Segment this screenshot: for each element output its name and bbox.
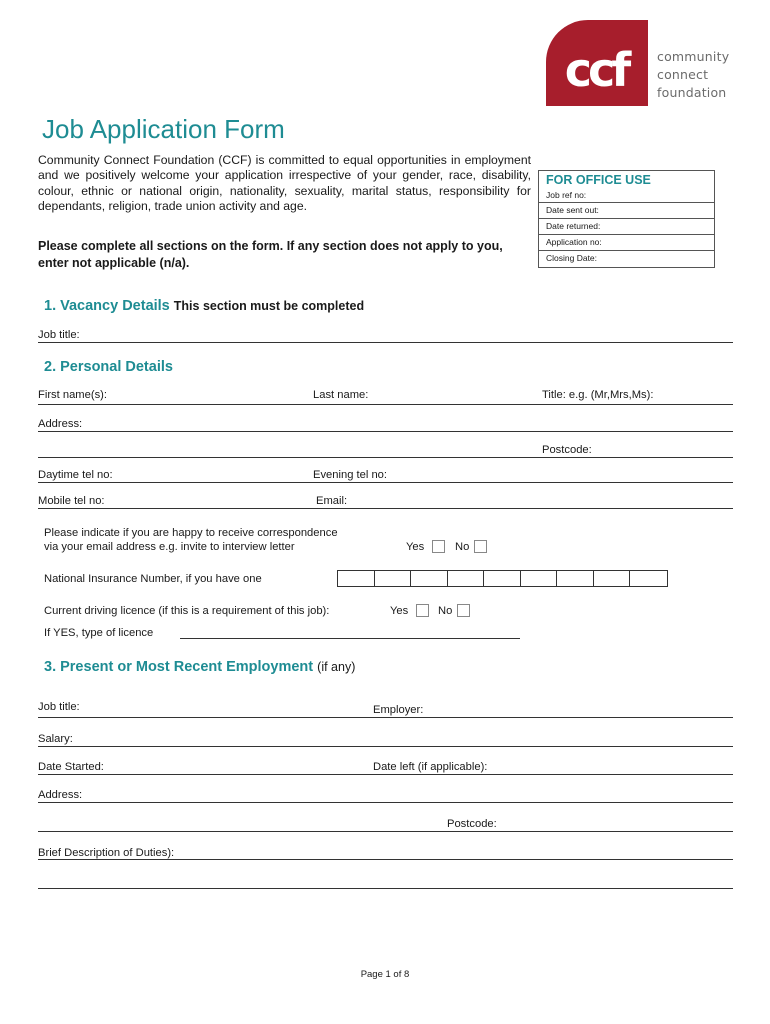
postcode-label: Postcode: (542, 444, 592, 456)
office-use-box (538, 170, 715, 268)
driving-licence-label: Current driving licence (if this is a requirement of this job): (44, 605, 330, 617)
instruction-paragraph: Please complete all sections on the form. If any section does not apply to you, enter not applicable (n/a). (38, 239, 503, 270)
licence-type-label: If YES, type of licence (44, 627, 154, 639)
office-date-returned: Date returned: (539, 219, 714, 235)
duties-field-line-2[interactable] (38, 888, 733, 889)
title-label: Title: e.g. (Mr,Mrs,Ms): (542, 389, 654, 401)
ni-number-cell[interactable] (448, 571, 485, 586)
vacancy-job-title-label: Job title: (38, 329, 80, 341)
licence-type-field[interactable] (180, 638, 520, 639)
email-consent-no-label: No (455, 541, 470, 553)
evening-tel-label: Evening tel no: (313, 469, 388, 481)
vacancy-job-title-field[interactable] (38, 342, 733, 343)
section-3-heading (44, 659, 355, 675)
ni-number-cell[interactable] (521, 571, 558, 586)
office-use-heading: FOR OFFICE USE (546, 173, 651, 187)
email-label: Email: (316, 495, 348, 507)
ni-number-cell[interactable] (375, 571, 412, 586)
email-consent-yes-label: Yes (406, 541, 425, 553)
date-left-label: Date left (if applicable): (373, 761, 488, 773)
logo-word-3: foundation (657, 85, 727, 100)
logo-word-2: connect (657, 67, 709, 82)
office-application-no: Application no: (539, 235, 714, 251)
page-title: Job Application Form (42, 114, 285, 144)
ni-number-label: National Insurance Number, if you have one (44, 573, 262, 585)
salary-field[interactable] (38, 746, 733, 747)
email-consent-yes-checkbox[interactable] (432, 540, 445, 553)
employment-address-line-1[interactable] (38, 802, 733, 803)
logo-mark-text: ccf (564, 43, 628, 97)
tel-row-field[interactable] (38, 482, 733, 483)
daytime-tel-label: Daytime tel no: (38, 469, 113, 481)
section-3-note: (if any) (317, 660, 356, 674)
section-2-heading: 2. Personal Details (44, 359, 173, 375)
licence-yes-label: Yes (390, 605, 409, 617)
employment-postcode-label: Postcode: (447, 818, 497, 830)
licence-no-checkbox[interactable] (457, 604, 470, 617)
ccf-logo-mark (546, 20, 648, 106)
address-field-line-2[interactable] (38, 457, 733, 458)
licence-no-label: No (438, 605, 453, 617)
intro-paragraph: Community Connect Foundation (CCF) is committed to equal opportunities in employment and we positively welcome your application irrespective of your gender, race, disability, colour, ethnic or national origin, nationality, sexuality, marital status, responsibility for dependants, religion, trade union activity and age. (38, 153, 531, 214)
first-name-label: First name(s): (38, 389, 107, 401)
employment-address-line-2[interactable] (38, 831, 733, 832)
salary-label: Salary: (38, 733, 73, 745)
logo-word-1: community (657, 49, 730, 64)
section-1-heading (44, 298, 364, 314)
licence-yes-checkbox[interactable] (416, 604, 429, 617)
ni-number-boxes (337, 570, 668, 587)
office-use-header (539, 171, 714, 203)
mobile-tel-label: Mobile tel no: (38, 495, 105, 507)
office-job-ref-label: Job ref no: (546, 190, 587, 200)
ccf-logo-icon (546, 20, 648, 106)
section-1-title: 1. Vacancy Details (44, 298, 170, 314)
ni-number-cell[interactable] (557, 571, 594, 586)
email-consent-text-1: Please indicate if you are happy to receive correspondence (44, 527, 338, 539)
last-name-label: Last name: (313, 389, 369, 401)
office-closing-date: Closing Date: (546, 253, 598, 263)
ni-number-cell[interactable] (630, 571, 667, 586)
employment-title-row-field[interactable] (38, 717, 733, 718)
address-field-line-1[interactable] (38, 431, 733, 432)
email-consent-no-checkbox[interactable] (474, 540, 487, 553)
date-started-label: Date Started: (38, 761, 104, 773)
email-consent-text-2: via your email address e.g. invite to interview letter (44, 541, 295, 553)
employer-label: Employer: (373, 704, 424, 716)
office-date-sent-out: Date sent out: (539, 203, 714, 219)
duties-label: Brief Description of Duties): (38, 847, 175, 859)
dates-row-field[interactable] (38, 774, 733, 775)
ni-number-cell[interactable] (594, 571, 631, 586)
ni-number-cell[interactable] (338, 571, 375, 586)
page-number: Page 1 of 8 (360, 969, 410, 980)
address-label: Address: (38, 418, 83, 430)
logo-wordmark (657, 48, 729, 102)
section-3-title: 3. Present or Most Recent Employment (44, 659, 314, 675)
name-row-field[interactable] (38, 404, 733, 405)
duties-field-line-1[interactable] (38, 859, 733, 860)
employment-address-label: Address: (38, 789, 83, 801)
employment-job-title-label: Job title: (38, 701, 80, 713)
ni-number-cell[interactable] (484, 571, 521, 586)
mobile-email-row-field[interactable] (38, 508, 733, 509)
section-1-note: This section must be completed (173, 299, 365, 313)
ni-number-cell[interactable] (411, 571, 448, 586)
